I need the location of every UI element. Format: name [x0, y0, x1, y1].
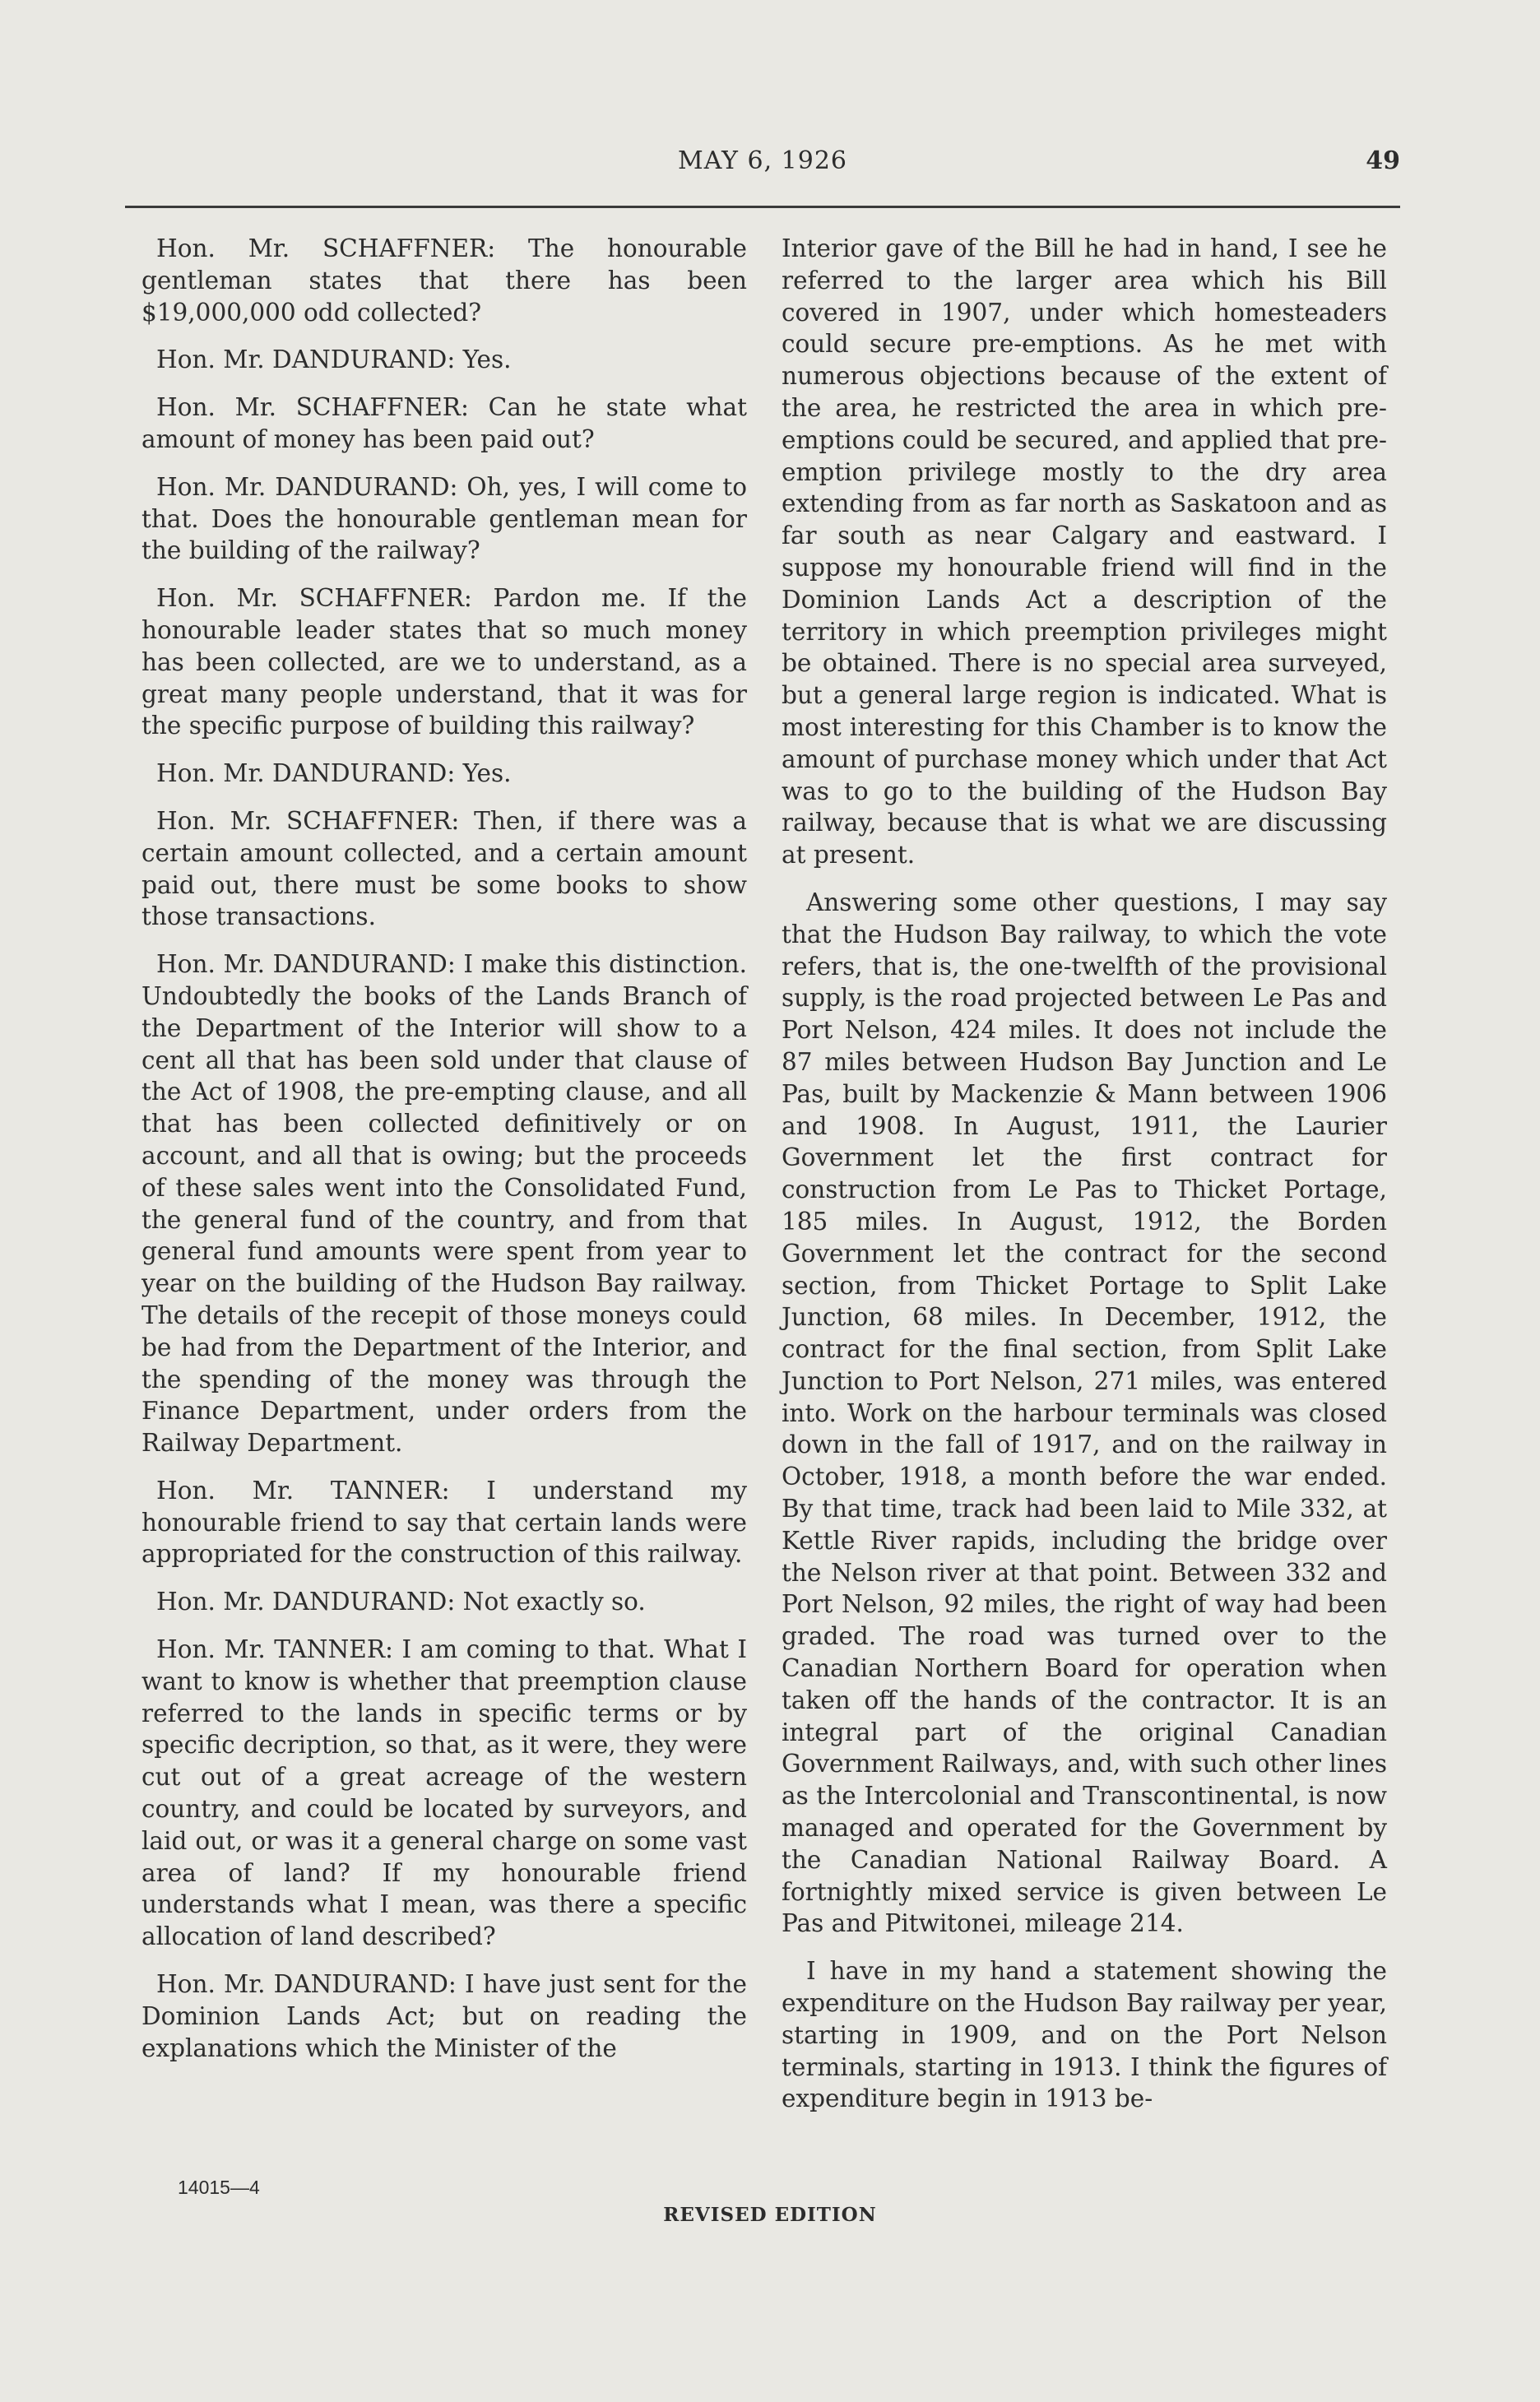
page-header — [125, 146, 1400, 196]
paragraph: Hon. Mr. SCHAFFNER: Can he state what amount of money has been paid out? — [141, 393, 747, 453]
paragraph: Hon. Mr. SCHAFFNER: The honourable gentleman states that there has been $19,000,000 odd collected? — [141, 234, 747, 327]
right-column — [782, 233, 1387, 2131]
paragraph: Hon. Mr. TANNER: I am coming to that. What I want to know is whether that preemption clause referred to the lands in specific terms or by specific decription, so that, as it were, they were cut out of a great acreage of the western country, and could be located by surveyors, and laid out, or was it a general charge on some vast area of land? If my honourable friend understands what I mean, was there a specific allocation of land described? — [141, 1635, 747, 1951]
paragraph: Hon. Mr. TANNER: I understand my honourable friend to say that certain lands were appropriated for the construction of this railway. — [141, 1476, 747, 1569]
paragraph: Hon. Mr. DANDURAND: Not exactly so. — [156, 1588, 646, 1616]
header-rule — [125, 206, 1400, 208]
page-date-title: MAY 6, 1926 — [677, 146, 847, 175]
page-number: 49 — [1366, 146, 1400, 175]
paragraph: Hon. Mr. DANDURAND: Yes. — [156, 759, 512, 788]
paragraph: Hon. Mr. SCHAFFNER: Pardon me. If the honourable leader states that so much money has been collected, are we to understand, as a great many people understand, that it was for the specific purpose of building this railway? — [141, 584, 747, 740]
paragraph: Interior gave of the Bill he had in hand, I see he referred to the larger area which his Bill covered in 1907, under which homesteaders could secure pre-emptions. As he met with numerous objections because of the extent of the area, he restricted the area in which pre-emptions could be secured, and applied that pre-emption privilege mostly to the dry area extending from as far north as Saskatoon and as far south as near Calgary and eastward. I suppose my honourable friend will find in the Dominion Lands Act a description of the territory in which preemption privileges might be obtained. There is no special area surveyed, but a general large region is indicated. What is most interesting for this Chamber is to know the amount of purchase money which under that Act was to go to the building of the Hudson Bay railway, because that is what we are discussing at present. — [782, 234, 1387, 869]
left-column — [141, 233, 747, 2080]
paragraph: Hon. Mr. SCHAFFNER: Then, if there was a certain amount collected, and a certain amount paid out, there must be some books to show those transactions. — [141, 806, 747, 931]
paragraph: I have in my hand a statement showing the expenditure on the Hudson Bay railway per year, starting in 1909, and on the Port Nelson terminals, starting in 1913. I think the figures of expenditure begin in 1913 be- — [782, 1957, 1387, 2113]
paragraph: Hon. Mr. DANDURAND: I make this distinction. Undoubtedly the books of the Lands Branch of the Department of the Interior will show to a cent all that has been sold under that clause of the Act of 1908, the pre-empting clause, and all that has been collected definitively or on account, and all that is owing; but the proceeds of these sales went into the Consolidated Fund, the general fund of the country, and from that general fund amounts were spent from year to year on the building of the Hudson Bay railway. The details of the recepit of those moneys could be had from the Department of the Interior, and the spending of the money was through the Finance Department, under orders from the Railway Department. — [141, 950, 747, 1458]
print-code: 14015—4 — [178, 2177, 260, 2198]
edition-label: REVISED EDITION — [663, 2204, 877, 2226]
paragraph: Hon. Mr. DANDURAND: Oh, yes, I will come to that. Does the honourable gentleman mean for the building of the railway? — [141, 472, 747, 565]
paragraph: Hon. Mr. DANDURAND: Yes. — [156, 345, 512, 374]
paragraph: Answering some other questions, I may say that the Hudson Bay railway, to which the vote refers, that is, the one-twelfth of the provisional supply, is the road projected between Le Pas and Port Nelson, 424 miles. It does not include the 87 miles between Hudson Bay Junction and Le Pas, built by Mackenzie & Mann between 1906 and 1908. In August, 1911, the Laurier Government let the first contract for construction from Le Pas to Thicket Portage, 185 miles. In August, 1912, the Borden Government let the contract for the second section, from Thicket Portage to Split Lake Junction, 68 miles. In December, 1912, the contract for the final section, from Split Lake Junction to Port Nelson, 271 miles, was entered into. Work on the harbour terminals was closed down in the fall of 1917, and on the railway in October, 1918, a month before the war ended. By that time, track had been laid to Mile 332, at Kettle River rapids, including the bridge over the Nelson river at that point. Between 332 and Port Nelson, 92 miles, the right of way had been graded. The road was turned over to the Canadian Northern Board for operation when taken off the hands of the contractor. It is an integral part of the original Canadian Government Railways, and, with such other lines as the Intercolonial and Transcontinental, is now managed and operated for the Government by the Canadian National Railway Board. A fortnightly mixed service is given between Le Pas and Pitwitonei, mileage 214. — [782, 888, 1387, 1938]
paragraph: Hon. Mr. DANDURAND: I have just sent for the Dominion Lands Act; but on reading the explanations which the Minister of the — [141, 1970, 747, 2062]
